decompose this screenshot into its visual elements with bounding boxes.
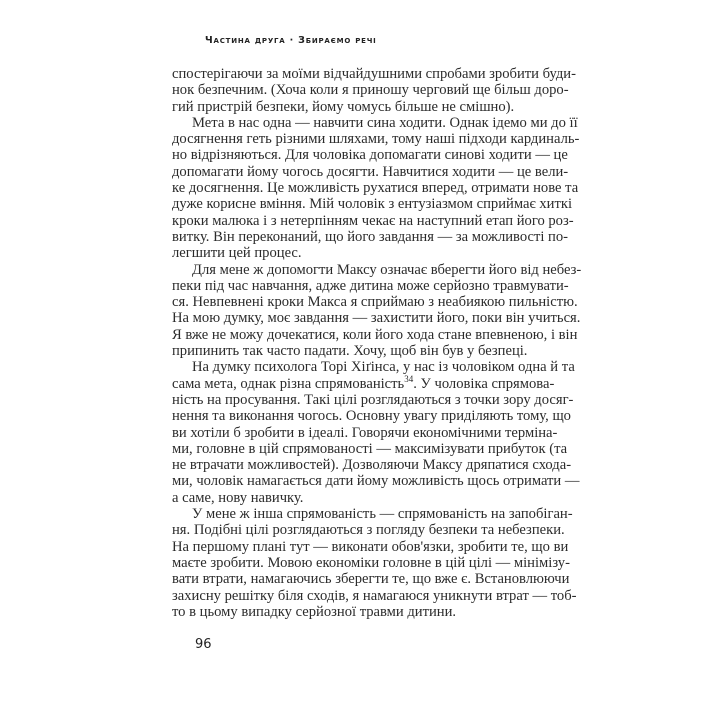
text-segment: маєте зробити. Мовою економіки головне в цій цілі — мінімізу- (172, 554, 570, 571)
text-line (172, 554, 570, 571)
text-line (172, 180, 579, 197)
body-text (172, 66, 582, 620)
text-segment: Для мене ж допомогти Максу означає вберегти його від небез- (192, 261, 582, 278)
text-segment: нення та виконання чогось. Основну увагу приділяють тому, що (172, 408, 571, 425)
text-line (172, 131, 580, 148)
text-line (172, 604, 550, 620)
text-line (172, 261, 582, 278)
text-line (172, 99, 550, 115)
text-segment: дуже корисне вміння. Мій чоловік з ентузіазмом сприймає хиткі (172, 196, 573, 213)
text-segment: У мене ж інша спрямованість — спрямованість на запобіган- (192, 506, 573, 523)
text-segment: не втрачати можливостей). Дозволяючи Максу дряпатися схода- (172, 457, 572, 474)
part-title: Частина друга (205, 35, 286, 46)
text-line (172, 440, 568, 457)
text-segment: легшити цей процес. (172, 245, 302, 262)
text-line (172, 294, 578, 311)
text-line (172, 147, 568, 164)
text-segment: то в цьому випадку серйозної травми дитини. (172, 603, 457, 620)
text-line (172, 522, 565, 539)
text-line (172, 343, 550, 359)
text-line (172, 424, 558, 441)
text-line (172, 538, 569, 555)
text-segment: Мета в нас одна — навчити сина ходити. Однак ідемо ми до її (192, 114, 578, 131)
text-line (172, 373, 555, 392)
chapter-title: Збираємо речі (298, 35, 377, 46)
text-line (172, 163, 569, 180)
text-segment: кроки малюка і з нетерпінням чекає на наступний етап його роз- (172, 212, 574, 229)
text-line (172, 326, 578, 343)
text-segment: ність на просування. Такі цілі розглядаються з точки зору досяг- (172, 391, 574, 408)
text-segment: спостерігаючи за моїми відчайдушними спробами зробити буди- (172, 66, 576, 82)
text-segment: вати втрати, намагаючись зберегти те, що вже є. Встановлюючи (172, 571, 570, 588)
text-segment: гий пристрій безпеки, йому чомусь більше не смішно). (172, 98, 515, 115)
text-segment: витку. Він переконаний, що його завдання — за можливості по- (172, 228, 569, 245)
text-line (172, 359, 575, 376)
footnote-marker: 34 (404, 373, 414, 384)
text-segment: допомагати йому чогось досягти. Навчитися ходити — це вели- (172, 163, 569, 180)
text-segment: На думку психолога Торі Хіґінса, у нас із чоловіком одна й та (192, 359, 575, 376)
text-segment: захисну решітку біля сходів, я намагаюся уникнути втрат — тоб- (172, 587, 577, 604)
text-line (172, 587, 577, 604)
text-line (172, 506, 573, 523)
running-header (205, 35, 377, 46)
text-line (172, 66, 576, 82)
text-line (172, 391, 574, 408)
text-segment: но відрізняються. Для чоловіка допомагати синові ходити — це (172, 147, 568, 164)
text-line (172, 196, 573, 213)
page-number: 96 (195, 637, 212, 652)
text-segment: ня. Подібні цілі розглядаються з погляду безпеки та небезпеки. (172, 522, 565, 539)
text-line (172, 571, 570, 588)
text-segment: ми, чоловік намагається дати йому можливість щось отримати — (172, 473, 580, 490)
text-line (172, 114, 578, 131)
text-line (172, 245, 550, 261)
text-line (172, 473, 580, 490)
header-separator: · (289, 35, 295, 46)
text-segment: ми, головне в цій спрямованості — максимізувати прибуток (та (172, 440, 568, 457)
text-line (172, 212, 574, 229)
text-line (172, 277, 569, 294)
text-segment: На першому плані тут — виконати обов'язки, зробити те, що ви (172, 538, 569, 555)
text-segment: досягнення геть різними шляхами, тому наші підходи кардиналь- (172, 131, 580, 148)
text-segment: ке досягнення. Це можливість рухатися вперед, отримати нове та (172, 180, 579, 197)
text-segment: сама мета, однак різна спрямованість (172, 375, 405, 392)
text-segment: а саме, нову навичку. (172, 489, 304, 506)
text-segment: ви хотіли б зробити в ідеалі. Говорячи економічними терміна- (172, 424, 558, 441)
text-line (172, 310, 581, 327)
text-segment: Я вже не можу дочекатися, коли його хода стане впевненою, і він (172, 326, 578, 343)
text-segment: На мою думку, моє завдання — захистити його, поки він учиться. (172, 310, 581, 327)
text-segment: припинить так часто падати. Хочу, щоб він був у безпеці. (172, 343, 528, 360)
text-line (172, 457, 572, 474)
text-line (172, 408, 571, 425)
text-segment: пеки під час навчання, адже дитина може серйозно травмувати- (172, 277, 569, 294)
text-segment: нок безпечним. (Хоча коли я приношу черговий ще більш доро- (172, 82, 569, 99)
text-segment: . У чоловіка спрямова- (413, 375, 555, 392)
text-line (172, 490, 550, 506)
text-line (172, 228, 569, 245)
text-line (172, 82, 569, 99)
text-segment: ся. Невпевнені кроки Макса я сприймаю з неабиякою пильністю. (172, 294, 578, 311)
